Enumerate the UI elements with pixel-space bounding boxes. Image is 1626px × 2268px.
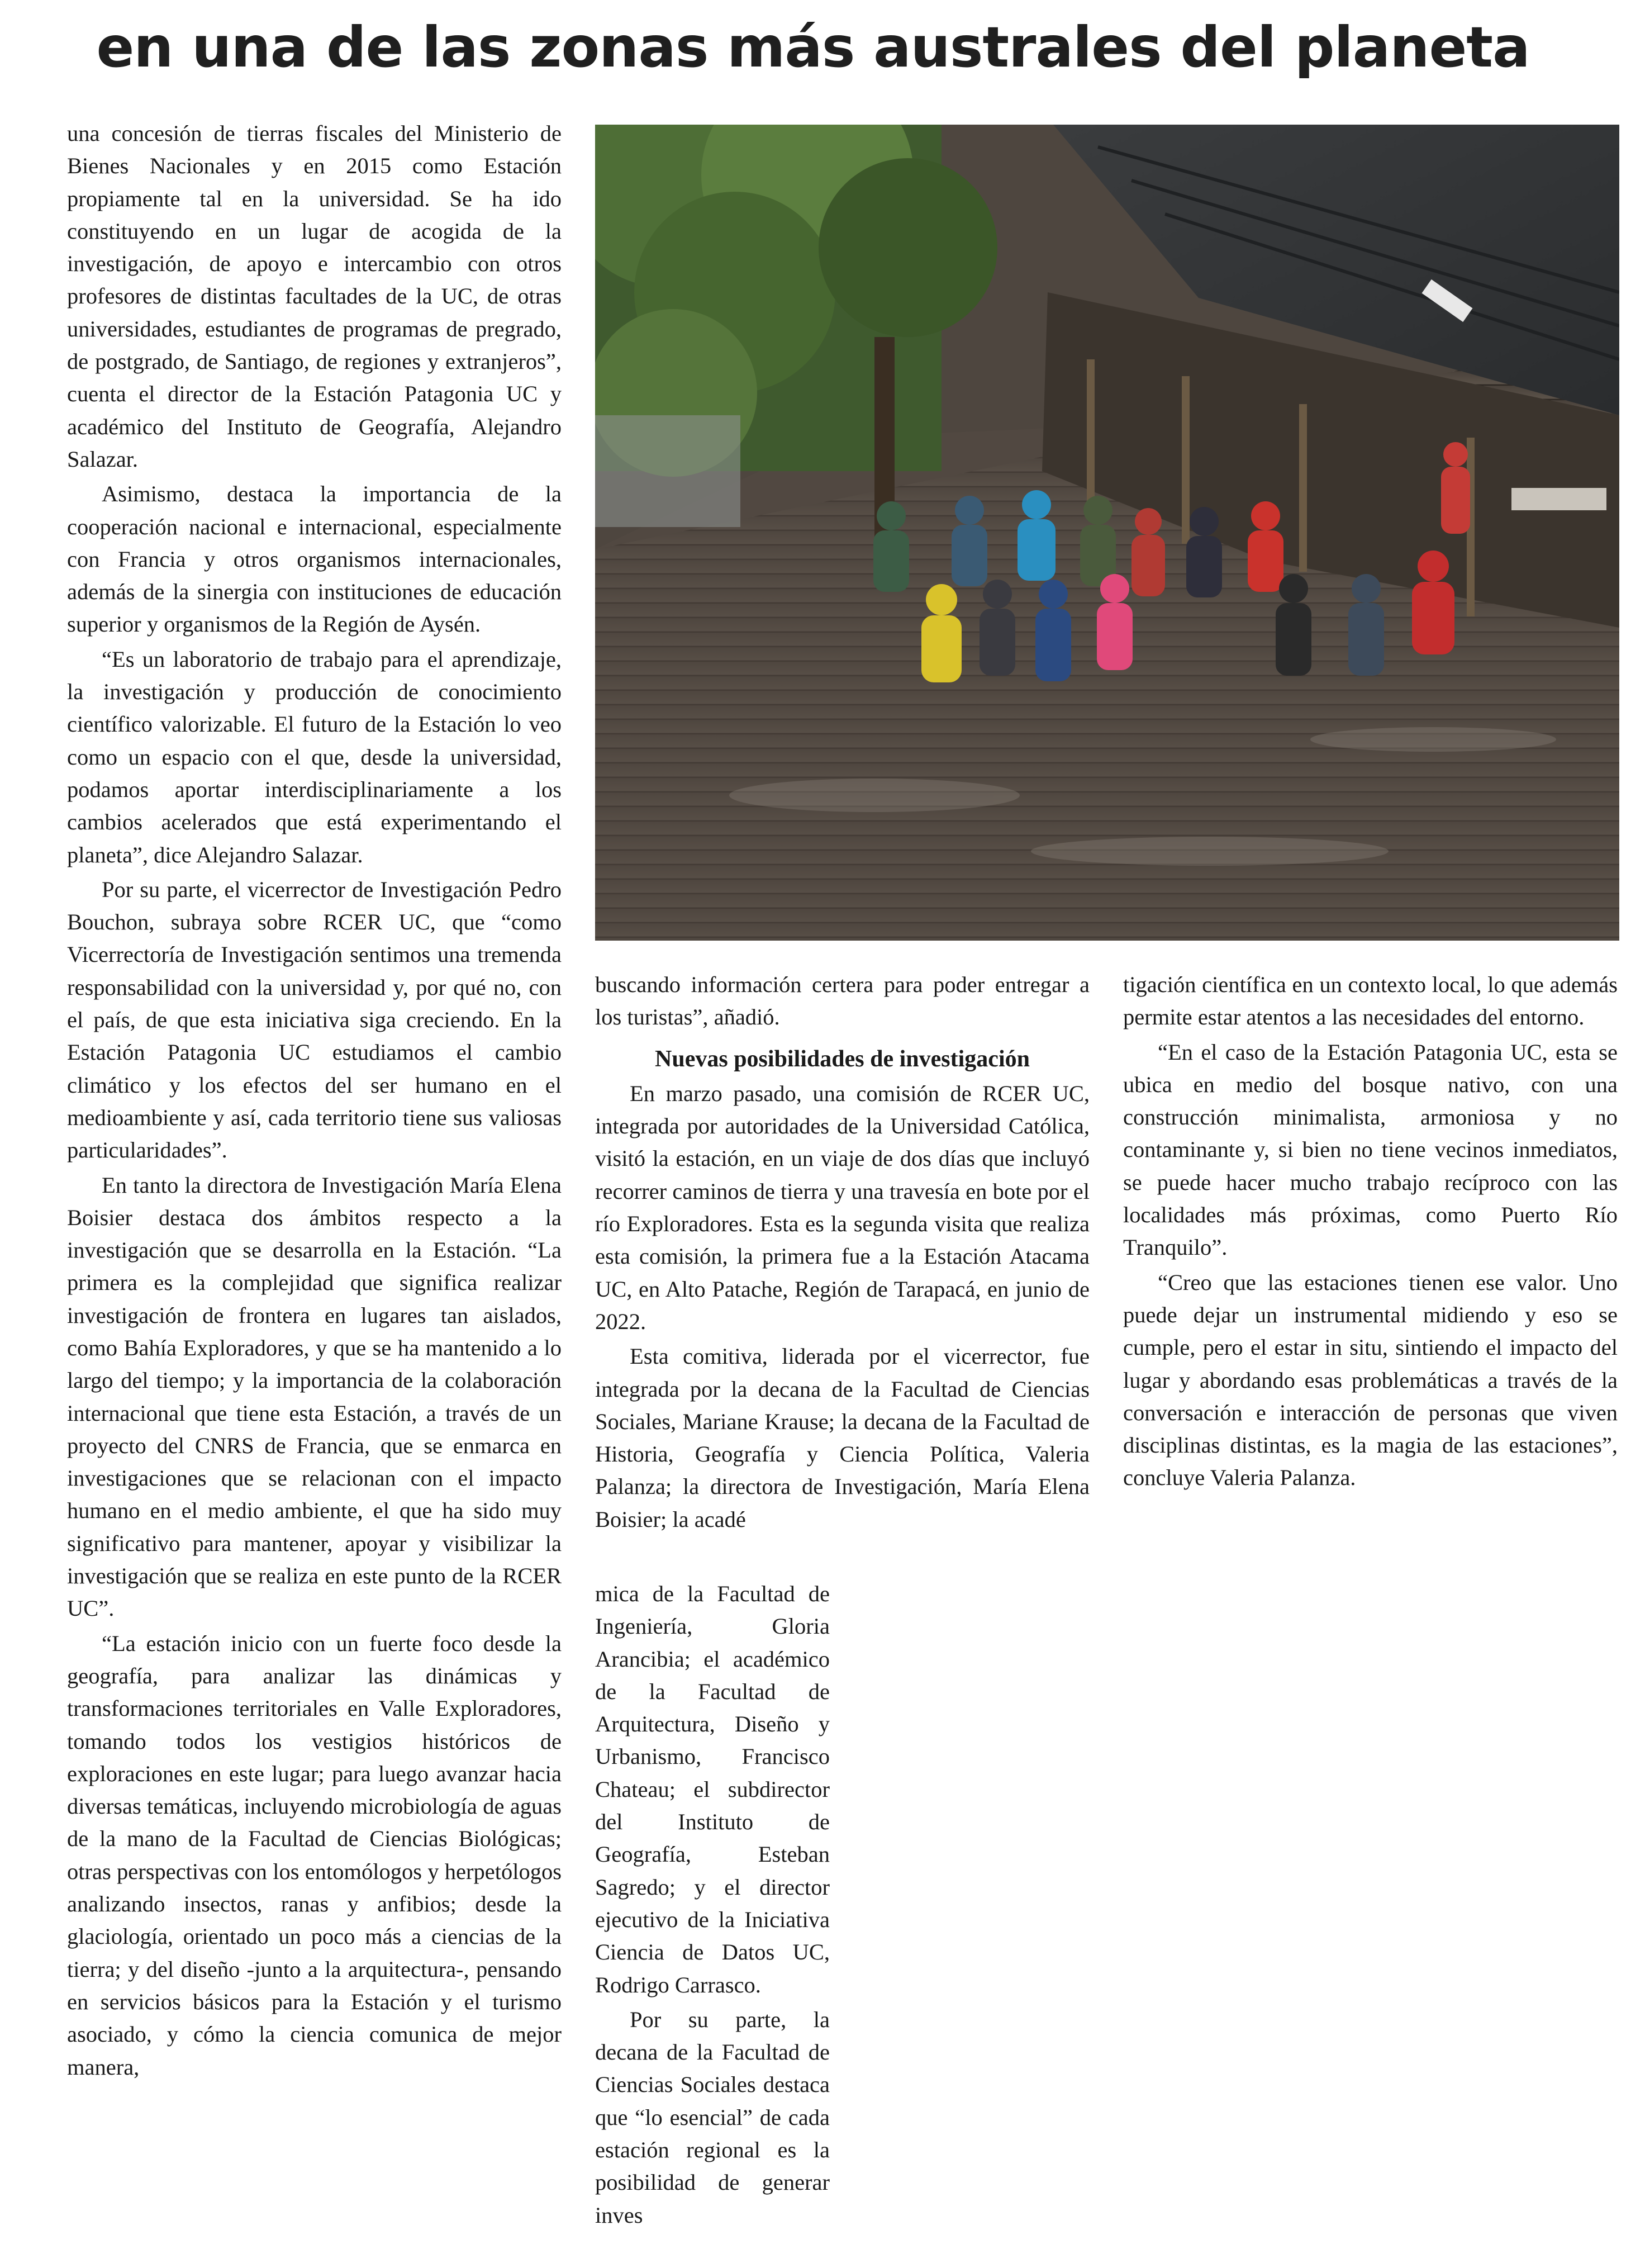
article-column-2 — [595, 969, 1090, 1536]
paragraph: “En el caso de la Estación Patagonia UC, esta se ubica en medio del bosque nativo, con una construcción minimalista, armoniosa y no contaminante y, si bien no tiene vecinos inmediatos, se puede hacer mucho trabajo recíproco con las localidades más próximas, como Puerto Río Tranquilo”. — [1123, 1039, 1618, 1260]
paragraph: En marzo pasado, una comisión de RCER UC, integrada por autoridades de la Universidad Católica, visitó la estación, en un viaje de dos días que incluyó recorrer caminos de tierra y una travesía en bote por el río Exploradores. Esta es la segunda visita que realiza esta comisión, la primera fue a la Estación Atacama UC, en Alto Patache, Región de Tarapacá, en junio de 2022. — [595, 1080, 1090, 1334]
headline: en una de las zonas más australes del planeta — [96, 15, 1530, 80]
paragraph: mica de la Facultad de Ingeniería, Gloria Arancibia; el académico de la Facultad de Arquitectura, Diseño y Urbanismo, Francisco Chateau; el subdirector del Instituto de Geografía, Esteban Sagredo; y el director ejecutivo de la Iniciativa Ciencia de Datos UC, Rodrigo Carrasco. — [595, 1581, 830, 1997]
paragraph: Por su parte, la decana de la Facultad de Ciencias Sociales destaca que “lo esencial” de cada estación regional es la posibilidad de generar inves — [595, 2006, 830, 2228]
article-column-3 — [1123, 969, 1618, 1494]
paragraph: Asimismo, destaca la importancia de la cooperación nacional e internacional, especialmente con Francia y otros organismos internacionales, además de la sinergia con instituciones de educación superior y organismos de la Región de Aysén. — [67, 481, 562, 637]
article-column-2-narrow — [595, 1578, 830, 2232]
paragraph: tigación científica en un contexto local, lo que además permite estar atentos a las necesidades del entorno. — [1123, 972, 1618, 1030]
paragraph: Esta comitiva, liderada por el vicerrector, fue integrada por la decana de la Facultad de Ciencias Sociales, Mariane Krause; la decana de la Facultad de Historia, Geografía y Ciencia Política, Valeria Palanza; la directora de Investigación, María Elena Boisier; la acadé — [595, 1344, 1090, 1532]
paragraph: buscando información certera para poder entregar a los turistas”, añadió. — [595, 972, 1090, 1030]
paragraph: En tanto la directora de Investigación María Elena Boisier destaca dos ámbitos respecto a la investigación que se desarrolla en la Estación. “La primera es la complejidad que significa realizar investigación de frontera en lugares tan aislados, como Bahía Exploradores, y que se ha mantenido a lo largo del tiempo; y la importancia de la colaboración internacional que tiene esta Estación, a través de un proyecto del CNRS de Francia, que se enmarca en investigaciones que se relacionan con el impacto humano en el medio ambiente, el que ha sido muy significativo para mantener, apoyar y visibilizar la investigación que se realiza en este punto de la RCER UC”. — [67, 1172, 562, 1621]
paragraph: “Creo que las estaciones tienen ese valor. Uno puede dejar un instrumental midiendo y eso se cumple, pero el estar in situ, sintiendo el impacto del lugar y abordando esas problemáticas a través de la conversación e interacción de personas que viven disciplinas distintas, es la magia de las estaciones”, concluye Valeria Palanza. — [1123, 1269, 1618, 1491]
article-column-1 — [67, 117, 562, 2084]
group-photo — [595, 125, 1619, 941]
section-subheading: Nuevas posibilidades de investigación — [655, 1046, 1030, 1072]
paragraph: Por su parte, el vicerrector de Investigación Pedro Bouchon, subraya sobre RCER UC, que “como Vicerrectoría de Investigación sentimos una tremenda responsabilidad con la universidad y, por qué no, con el país, de que esta iniciativa siga creciendo. En la Estación Patagonia UC estudiamos el cambio climático y los efectos del ser humano en el medioambiente y así, cada territorio tiene sus valiosas particularidades”. — [67, 876, 562, 1163]
paragraph: “Es un laboratorio de trabajo para el aprendizaje, la investigación y producción de conocimiento científico valorizable. El futuro de la Estación lo veo como un espacio con el que, desde la universidad, podamos aportar interdisciplinariamente a los cambios acelerados que está experimentando el planeta”, dice Alejandro Salazar. — [67, 646, 562, 867]
paragraph: una concesión de tierras fiscales del Ministerio de Bienes Nacionales y en 2015 como Estación propiamente tal en la universidad. Se ha ido constituyendo en un lugar de acogida de la investigación, de apoyo e intercambio con otros profesores de distintas facultades de la UC, de otras universidades, estudiantes de programas de pregrado, de postgrado, de Santiago, de regiones y extranjeros”, cuenta el director de la Estación Patagonia UC y académico del Instituto de Geografía, Alejandro Salazar. — [67, 121, 562, 472]
aerial-group-photo-illustration — [595, 125, 1619, 941]
paragraph: “La estación inicio con un fuerte foco desde la geografía, para analizar las dinámicas y transformaciones territoriales en Valle Exploradores, tomando todos los vestigios históricos de exploraciones en este lugar; para luego avanzar hacia diversas temáticas, incluyendo microbiología de aguas de la mano de la Facultad de Ciencias Biológicas; otras perspectivas con los entomólogos y herpetólogos analizando insectos, ranas y anfibios; desde la glaciología, orientado un poco más a ciencias de la tierra; y del diseño -junto a la arquitectura-, pensando en servicios básicos para la Estación y el turismo asociado, y cómo la ciencia comunica de mejor manera, — [67, 1630, 562, 2080]
